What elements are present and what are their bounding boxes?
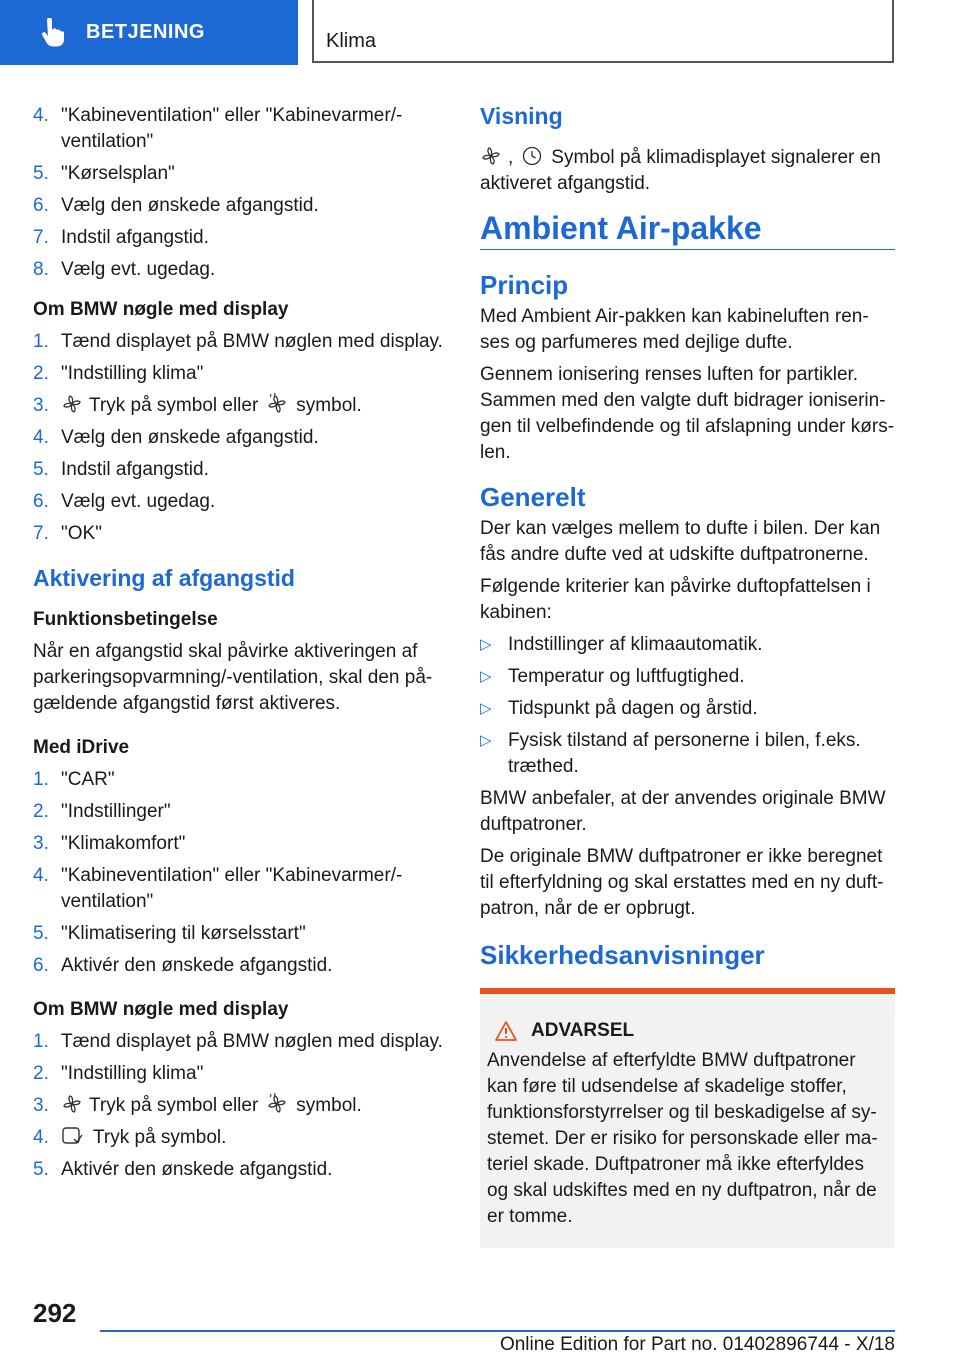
chapter-title: Klima [326,30,377,52]
chapter-tab [312,0,894,63]
warning-text: Anvendelse af efterfyldte BMW duftpatroner kan føre til udsendelse af skadelige stoffer, funktionsforstyrrelser og til beskadigelse af sy-stemet. Der er risiko for personskade eller ma-teriel skade. Duftpatroner må ikke efterfyldes og skal udskiftes med en ny duftpatron, når de er tomme. [487,1050,878,1227]
heading-principle: Princip [480,270,569,300]
list-item: 6. Vælg evt. ugedag. [33,491,216,512]
heading-ambient-air: Ambient Air-pakke [480,215,895,250]
warning-triangle-icon [495,1021,517,1041]
list-item: 6. Aktivér den ønskede afgangstid. [33,955,333,976]
warning-title: ADVARSEL [487,1018,887,1044]
left-column [33,103,453,1189]
criteria-list [480,632,895,780]
fan-icon [480,145,502,167]
list-item: 1. Tænd displayet på BMW nøglen med display. [33,331,443,352]
display-paragraph: , Symbol på klimadisplayet signalerer en aktiveret afgangstid. [480,147,881,194]
principle-paragraph-2: Gennem ionisering renses luften for partikler. Sammen med den valgte duft bidrager ioniserin-gen til velbefindende og til afslapning under kørs-len. [480,364,895,463]
heading-display: Visning [480,103,563,129]
right-column [480,103,895,1248]
list-item: 3. "Klimakomfort" [33,833,186,854]
list-item: 6. Vælg den ønskede afgangstid. [33,195,319,216]
list-item: 2. "Indstilling klima" [33,363,204,384]
principle-paragraph-1: Med Ambient Air-pakken kan kabineluften ren-ses og parfumeres med dejlige dufte. [480,306,869,353]
hand-pointer-icon [38,18,66,48]
fan-icon [61,393,83,415]
footer-divider [100,1330,895,1332]
list-item: 1. "CAR" [33,769,115,790]
steps-list-a [33,103,453,283]
list-item: 5. "Kørselsplan" [33,163,175,184]
list-item: ▷ Fysisk tilstand af personerne i bilen, f.eks. træthed. [480,730,861,777]
triangle-bullet-icon: ▷ [480,700,492,717]
edition-note: Online Edition for Part no. 01402896744 - X/18 [499,1334,895,1355]
list-item: ▷ Indstillinger af klimaautomatik. [480,632,895,658]
list-item: 7. "OK" [33,523,102,544]
heading-activation: Aktivering af afgangstid [33,565,295,591]
list-item: 4. Tryk på symbol. [33,1127,227,1148]
general-paragraph-1: Der kan vælges mellem to dufte i bilen. Der kan fås andre dufte ved at udskifte duftpatronerne. [480,518,881,565]
heading-safety: Sikkerhedsanvisninger [480,940,765,970]
subheading-key-display: Om BMW nøgle med display [33,299,289,320]
list-item: 5. Aktivér den ønskede afgangstid. [33,1159,333,1180]
list-item: 7. Indstil afgangstid. [33,227,209,248]
list-item: 3. Tryk på symbol eller symbol. [33,395,362,416]
section-tab [0,0,298,65]
general-paragraph-2: Følgende kriterier kan påvirke duftopfattelsen i kabinen: [480,576,871,623]
warning-box [480,988,895,1248]
clock-icon [521,145,543,167]
steps-list-c [33,767,453,979]
list-item: 2. "Indstilling klima" [33,1063,204,1084]
general-paragraph-3: BMW anbefaler, at der anvendes originale BMW duftpatroner. [480,788,886,835]
subheading-key-display-2: Om BMW nøgle med display [33,999,289,1020]
list-item: ▷ Temperatur og luftfugtighed. [480,664,895,690]
condition-paragraph: Når en afgangstid skal påvirke aktiveringen af parkeringsopvarmning/-ventilation, skal den på-gældende afgangstid først aktiveres. [33,641,433,714]
triangle-bullet-icon: ▷ [480,732,492,749]
list-item: 4. "Kabineventilation" eller "Kabinevarmer/-ventilation" [33,865,403,912]
section-title: BETJENING [86,21,205,43]
heater-fan-icon [266,1093,288,1115]
heading-general: Generelt [480,482,586,512]
list-item: 8. Vælg evt. ugedag. [33,259,216,280]
steps-list-d [33,1029,453,1183]
triangle-bullet-icon: ▷ [480,636,492,653]
triangle-bullet-icon: ▷ [480,668,492,685]
list-item: 4. Vælg den ønskede afgangstid. [33,427,319,448]
subheading-idrive: Med iDrive [33,737,130,758]
list-item: 5. Indstil afgangstid. [33,459,209,480]
fan-icon [61,1093,83,1115]
activate-timer-icon [61,1125,83,1147]
general-paragraph-4: De originale BMW duftpatroner er ikke beregnet til efterfyldning og skal erstattes med en ny duft-patron, når de er opbrugt. [480,846,884,919]
list-item: 4. "Kabineventilation" eller "Kabinevarmer/-ventilation" [33,105,403,152]
list-item: ▷ Tidspunkt på dagen og årstid. [480,696,895,722]
heater-fan-icon [266,393,288,415]
steps-list-b [33,329,453,547]
list-item: 1. Tænd displayet på BMW nøglen med display. [33,1031,443,1052]
list-item: 3. Tryk på symbol eller symbol. [33,1095,362,1116]
list-item: 5. "Klimatisering til kørselsstart" [33,923,306,944]
list-item: 2. "Indstillinger" [33,801,171,822]
page-number: 292 [33,1298,77,1328]
subheading-condition: Funktionsbetingelse [33,609,218,630]
